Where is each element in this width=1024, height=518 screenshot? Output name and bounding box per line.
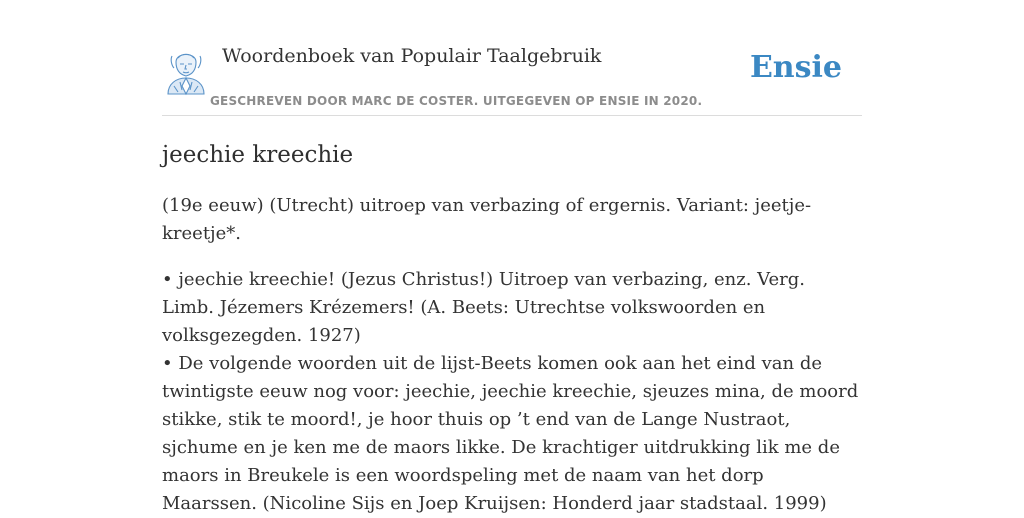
header <box>162 40 862 116</box>
author-portrait-icon <box>164 46 208 96</box>
ensie-logo[interactable]: Ensie <box>749 50 842 85</box>
entry-note: • De volgende woorden uit de lijst-Beets komen ook aan het eind van de twintigste eeuw nog voor: jeechie, jeechie kreechie, sjeuzes mina, de moord stikke, stik te moord!, je hoor thuis op ’t end van de Lange Nustraot, sjchume en je ken me de maors likke. De krachtiger uitdrukking lik me de maors in Breukele is een woordspeling met de naam van het dorp Maarssen. (Nicoline Sijs en Joep Kruijsen: Honderd jaar stadstaal. 1999) <box>162 353 859 514</box>
entry-definition: (19e eeuw) (Utrecht) uitroep van verbazing of ergernis. Variant: jeetje-kreetje*. <box>162 195 812 244</box>
book-title[interactable]: Woordenboek van Populair Taalgebruik <box>222 45 602 67</box>
entry-note: • jeechie kreechie! (Jezus Christus!) Uitroep van verbazing, enz. Verg. Limb. Jézemers Krézemers! (A. Beets: Utrechtse volkswoorden en volksgezegden. 1927) <box>162 269 806 346</box>
byline: GESCHREVEN DOOR MARC DE COSTER. UITGEGEVEN OP ENSIE IN 2020. <box>210 94 703 108</box>
entry-notes <box>162 266 862 518</box>
entry-term: jeechie kreechie <box>162 142 354 168</box>
entry-card <box>162 40 862 518</box>
